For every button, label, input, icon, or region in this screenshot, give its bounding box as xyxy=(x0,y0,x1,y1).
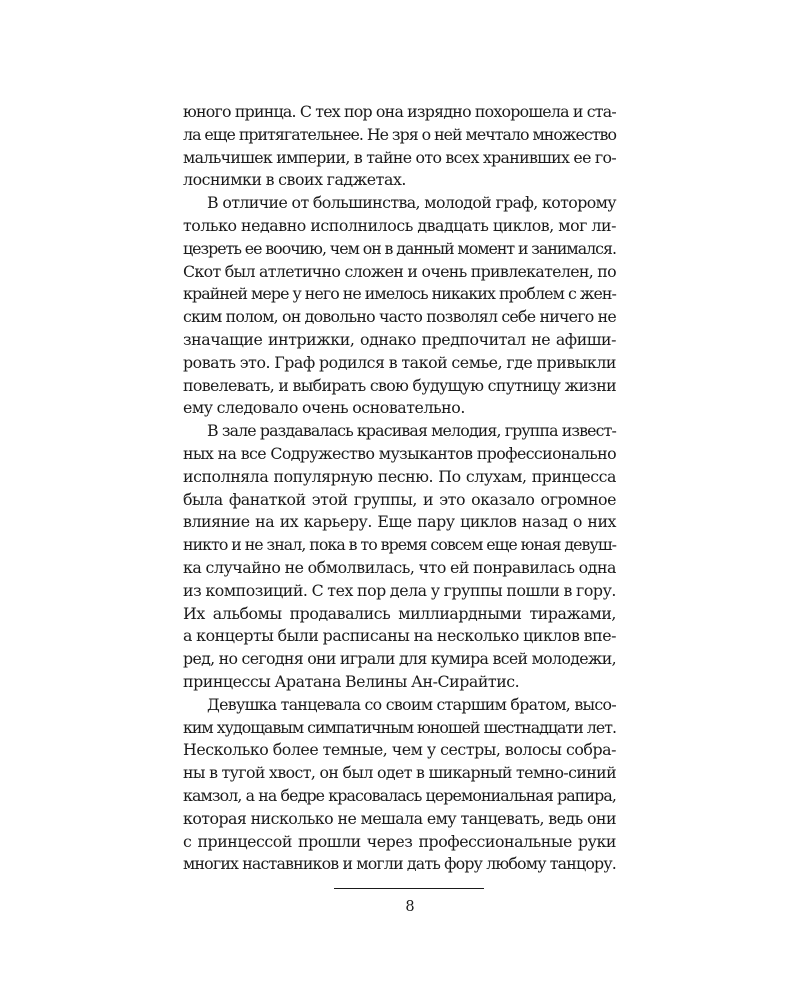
text-line: которая нисколько не мешала ему танцевать, ведь они xyxy=(183,808,616,828)
text-line: ровать это. Граф родился в такой семье, где привыкли xyxy=(183,352,616,372)
text-line: влияние на их карьеру. Еще пару циклов назад о них xyxy=(183,512,616,532)
text-line: только недавно исполнилось двадцать циклов, мог ли- xyxy=(183,215,616,235)
text-line: а концерты были расписаны на несколько циклов впе- xyxy=(183,626,616,646)
text-line: крайней мере у него не имелось никаких проблем с жен- xyxy=(183,284,616,304)
text-line: мальчишек империи, в тайне ото всех хранивших ее го- xyxy=(183,147,616,167)
text-line: многих наставников и могли дать фору любому танцору. xyxy=(183,854,616,874)
text-line: Девушка танцевала со своим старшим братом, высо- xyxy=(207,694,616,714)
text-line: ка случайно не обмолвилась, что ей понравилась одна xyxy=(183,557,616,577)
text-line: ны в тугой хвост, он был одет в шикарный темно-синий xyxy=(183,763,616,783)
text-line: из композиций. С тех пор дела у группы пошли в гору. xyxy=(183,580,616,600)
text-line: с принцессой прошли через профессиональные руки xyxy=(183,831,616,851)
text-line: ским полом, он довольно часто позволял себе ничего не xyxy=(183,307,616,327)
text-line: значащие интрижки, однако предпочитал не афиши- xyxy=(183,329,616,349)
body-text xyxy=(183,101,616,876)
text-line: Несколько более темные, чем у сестры, волосы собра- xyxy=(183,740,616,760)
text-line: юного принца. С тех пор она изрядно похорошела и ста- xyxy=(183,102,616,121)
text-line: никто и не знал, пока в то время совсем еще юная девуш- xyxy=(183,535,616,555)
text-line: В зале раздавалась красивая мелодия, группа извест- xyxy=(207,421,616,441)
text-line: принцессы Аратана Велины Ан-Сирайтис. xyxy=(183,671,520,691)
footer-divider xyxy=(334,888,484,889)
text-line: ему следовало очень основательно. xyxy=(183,398,465,418)
text-line: исполняла популярную песню. По слухам, принцесса xyxy=(183,466,616,486)
text-line: Их альбомы продавались миллиардными тиражами, xyxy=(183,603,616,623)
text-line: ким худощавым симпатичным юношей шестнадцати лет. xyxy=(183,717,616,737)
text-line: ла еще притягательнее. Не зря о ней мечтало множество xyxy=(183,124,616,144)
page-number: 8 xyxy=(405,899,415,915)
text-line: повелевать, и выбирать свою будущую спутницу жизни xyxy=(183,375,616,395)
text-line: камзол, а на бедре красовалась церемониальная рапира, xyxy=(183,785,616,805)
text-line: В отличие от большинства, молодой граф, которому xyxy=(207,193,616,213)
text-line: ных на все Содружество музыкантов профессионально xyxy=(183,443,616,463)
text-line: была фанаткой этой группы, и это оказало огромное xyxy=(183,489,616,509)
text-line: ред, но сегодня они играли для кумира всей молодежи, xyxy=(183,649,616,669)
text-line: цезреть ее воочию, чем он в данный момент и занимался. xyxy=(183,238,616,258)
text-line: Скот был атлетично сложен и очень привлекателен, по xyxy=(183,261,616,281)
text-line: лоснимки в своих гаджетах. xyxy=(183,170,406,190)
